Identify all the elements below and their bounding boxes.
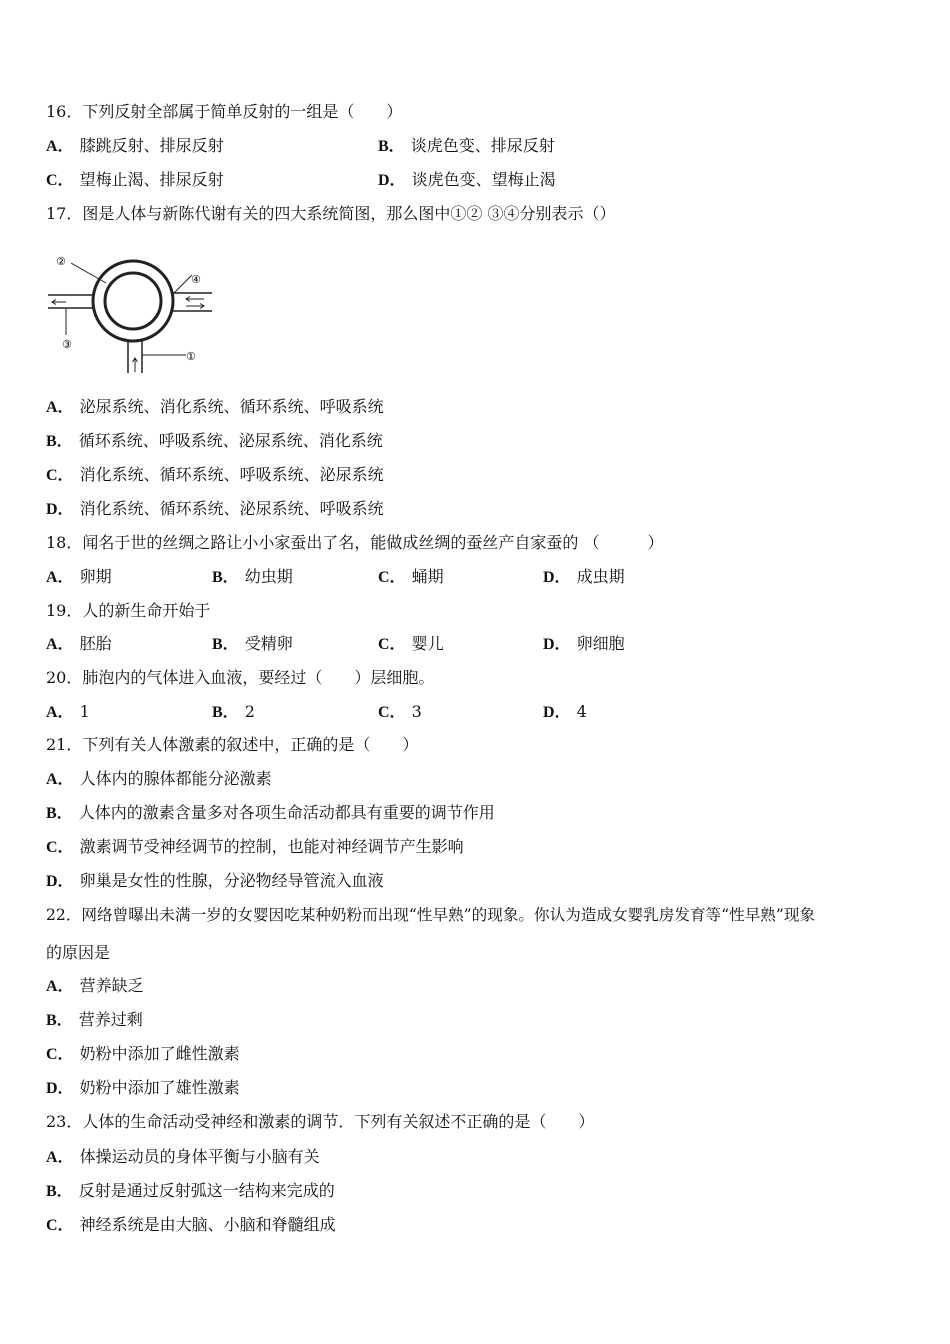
q16-option-a — [46, 136, 224, 157]
q18-option-a — [46, 567, 112, 588]
option-label: C． — [378, 704, 406, 721]
option-text: 卵期 — [79, 567, 112, 586]
option-label: C． — [46, 839, 74, 856]
option-label: C． — [46, 467, 74, 484]
option-label: B． — [378, 138, 405, 155]
option-text: 消化系统、循环系统、泌尿系统、呼吸系统 — [79, 499, 384, 518]
option-text: 泌尿系统、消化系统、循环系统、呼吸系统 — [79, 397, 384, 416]
option-text: 卵细胞 — [576, 634, 625, 653]
option-label: B． — [46, 1183, 73, 1200]
label-4: ④ — [191, 273, 201, 286]
option-label: C． — [378, 636, 406, 653]
q20-option-c — [378, 702, 422, 723]
q17-option-c — [46, 465, 384, 486]
q23-option-a — [46, 1147, 320, 1168]
q17-option-a — [46, 397, 384, 418]
option-text: 幼虫期 — [244, 567, 293, 586]
leader-4 — [174, 275, 192, 293]
option-label: A． — [46, 1149, 74, 1166]
q20-option-d — [543, 702, 587, 723]
option-text: 婴儿 — [411, 634, 444, 653]
option-label: D． — [543, 704, 571, 721]
q19-option-d — [543, 634, 625, 655]
question-22-stem: 22．网络曾曝出未满一岁的女婴因吃某种奶粉而出现“性早熟”的现象。你认为造成女婴乳房发育等“性早熟”现象 — [46, 906, 816, 924]
option-label: B． — [212, 569, 239, 586]
question-16-stem: 16．下列反射全部属于简单反射的一组是（ ） — [46, 102, 403, 121]
q20-option-a — [46, 702, 90, 723]
option-text: 谈虎色变、排尿反射 — [410, 136, 555, 155]
option-label: A． — [46, 636, 74, 653]
q19-option-b — [212, 634, 293, 655]
label-3: ③ — [62, 338, 72, 351]
option-label: B． — [46, 1012, 73, 1029]
inner-ring — [105, 273, 161, 329]
q20-option-b — [212, 702, 255, 723]
option-label: D． — [46, 501, 74, 518]
q21-option-c — [46, 837, 464, 858]
option-text: 消化系统、循环系统、呼吸系统、泌尿系统 — [79, 465, 384, 484]
option-text: 成虫期 — [576, 567, 625, 586]
option-text: 受精卵 — [244, 634, 293, 653]
option-label: A． — [46, 771, 74, 788]
option-text: 体操运动员的身体平衡与小脑有关 — [79, 1147, 320, 1166]
option-text: 人体内的激素含量多对各项生命活动都具有重要的调节作用 — [78, 803, 495, 822]
option-label: D． — [543, 636, 571, 653]
q21-option-d — [46, 871, 384, 892]
option-label: D． — [543, 569, 571, 586]
leader-2 — [71, 263, 106, 283]
option-label: C． — [46, 1217, 74, 1234]
option-text: 营养缺乏 — [79, 976, 144, 995]
option-label: A． — [46, 569, 74, 586]
option-label: B． — [46, 433, 73, 450]
option-label: B． — [46, 805, 73, 822]
question-21-stem: 21．下列有关人体激素的叙述中，正确的是（ ） — [46, 735, 419, 754]
option-text: 反射是通过反射弧这一结构来完成的 — [78, 1181, 335, 1200]
option-text: 奶粉中添加了雌性激素 — [79, 1044, 240, 1063]
q18-option-c — [378, 567, 444, 588]
option-text: 2 — [244, 702, 255, 721]
option-label: B． — [212, 636, 239, 653]
label-2: ② — [56, 255, 66, 268]
option-label: A． — [46, 978, 74, 995]
option-text: 望梅止渴、排尿反射 — [79, 170, 224, 189]
q19-option-a — [46, 634, 112, 655]
q18-option-d — [543, 567, 625, 588]
q22-option-b — [46, 1010, 143, 1031]
option-text: 4 — [576, 702, 587, 721]
q23-option-b — [46, 1181, 335, 1202]
option-text: 膝跳反射、排尿反射 — [79, 136, 224, 155]
option-text: 蛹期 — [411, 567, 444, 586]
option-label: D． — [46, 873, 74, 890]
option-label: A． — [46, 399, 74, 416]
label-1: ① — [186, 350, 196, 363]
option-text: 循环系统、呼吸系统、泌尿系统、消化系统 — [78, 431, 383, 450]
option-label: C． — [378, 569, 406, 586]
q17-option-b — [46, 431, 383, 452]
question-20-stem: 20．肺泡内的气体进入血液，要经过（ ）层细胞。 — [46, 668, 435, 687]
option-text: 激素调节受神经调节的控制，也能对神经调节产生影响 — [79, 837, 464, 856]
option-text: 神经系统是由大脑、小脑和脊髓组成 — [79, 1215, 336, 1234]
question-22-stem-cont: 的原因是 — [46, 943, 111, 962]
option-label: C． — [46, 172, 74, 189]
option-label: B． — [212, 704, 239, 721]
q17-option-d — [46, 499, 384, 520]
option-text: 1 — [79, 702, 90, 721]
option-text: 人体内的腺体都能分泌激素 — [79, 769, 272, 788]
q22-option-c — [46, 1044, 240, 1065]
question-17-stem: 17．图是人体与新陈代谢有关的四大系统简图，那么图中①② ③④分别表示（） — [46, 204, 616, 223]
question-23-stem: 23．人体的生命活动受神经和激素的调节．下列有关叙述不正确的是（ ） — [46, 1112, 595, 1131]
q21-option-b — [46, 803, 495, 824]
option-text: 胚胎 — [79, 634, 112, 653]
four-systems-diagram — [44, 245, 224, 375]
q16-option-c — [46, 170, 224, 191]
option-label: C． — [46, 1046, 74, 1063]
option-label: D． — [46, 1080, 74, 1097]
option-text: 卵巢是女性的性腺，分泌物经导管流入血液 — [79, 871, 384, 890]
q21-option-a — [46, 769, 272, 790]
question-19-stem: 19．人的新生命开始于 — [46, 601, 211, 620]
option-label: A． — [46, 138, 74, 155]
q18-option-b — [212, 567, 293, 588]
q16-option-d — [378, 170, 556, 191]
option-text: 3 — [411, 702, 422, 721]
option-text: 奶粉中添加了雄性激素 — [79, 1078, 240, 1097]
q16-option-b — [378, 136, 555, 157]
q19-option-c — [378, 634, 444, 655]
option-text: 营养过剩 — [78, 1010, 143, 1029]
q22-option-a — [46, 976, 144, 997]
question-18-stem: 18．闻名于世的丝绸之路让小小家蚕出了名，能做成丝绸的蚕丝产自家蚕的 （ ） — [46, 533, 664, 552]
q22-option-d — [46, 1078, 240, 1099]
option-label: D． — [378, 172, 406, 189]
q23-option-c — [46, 1215, 336, 1236]
option-label: A． — [46, 704, 74, 721]
option-text: 谈虎色变、望梅止渴 — [411, 170, 556, 189]
